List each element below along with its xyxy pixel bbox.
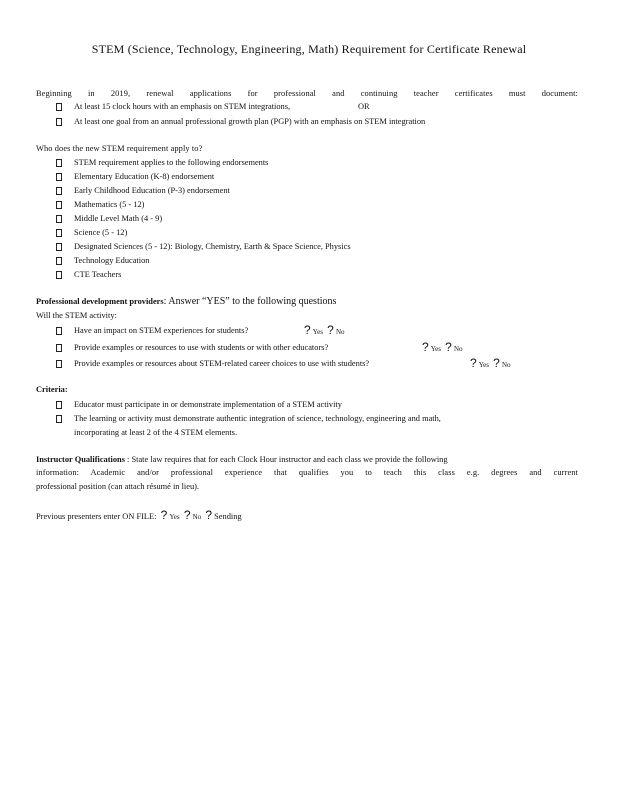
checkbox-icon <box>56 201 62 209</box>
checkbox-icon <box>56 401 62 409</box>
checkbox-icon <box>56 360 62 368</box>
instructor-heading: Instructor Qualifications <box>36 455 125 464</box>
yes-label: Yes <box>430 345 441 353</box>
no-checkbox-icon[interactable]: ? <box>183 508 191 522</box>
who-item: CTE Teachers <box>74 270 122 279</box>
checkbox-icon <box>56 243 62 251</box>
criteria-item: The learning or activity must demonstrate authentic integration of science, technology, engineering and math, <box>74 414 441 423</box>
question-text: Have an impact on STEM experiences for students? <box>74 326 249 335</box>
presenters-label: Previous presenters enter ON FILE: <box>36 512 157 521</box>
no-label: No <box>192 513 202 521</box>
criteria-item-continuation: incorporating at least 2 of the 4 STEM elements. <box>74 428 238 437</box>
no-checkbox-icon[interactable]: ? <box>493 356 500 370</box>
yes-no-answer <box>422 340 463 354</box>
checkbox-icon <box>56 271 62 279</box>
checkbox-icon <box>56 187 62 195</box>
checkbox-icon <box>56 118 62 126</box>
yes-label: Yes <box>169 513 180 521</box>
no-label: No <box>501 361 511 369</box>
checkbox-icon <box>56 159 62 167</box>
criteria-heading: Criteria: <box>36 385 68 394</box>
instructor-text-2: information: Academic and/or professional experience that qualifies you to teach this class e.g. degrees and current <box>36 468 578 477</box>
checkbox-icon <box>56 173 62 181</box>
who-item: STEM requirement applies to the following endorsements <box>74 158 269 167</box>
intro-option-1: At least 15 clock hours with an emphasis on STEM integrations, <box>74 102 291 111</box>
presenters-row <box>36 508 242 522</box>
question-text: Provide examples or resources about STEM-related career choices to use with students? <box>74 359 370 368</box>
sending-label: Sending <box>214 512 242 521</box>
or-label: OR <box>358 102 370 111</box>
checkbox-icon <box>56 257 62 265</box>
instructor-text-1: : State law requires that for each Clock Hour instructor and each class we provide the following <box>127 455 448 464</box>
criteria-item: Educator must participate in or demonstrate implementation of a STEM activity <box>74 400 342 409</box>
instructor-line <box>36 455 580 464</box>
no-label: No <box>453 345 463 353</box>
yes-label: Yes <box>478 361 489 369</box>
who-item: Science (5 - 12) <box>74 228 128 237</box>
sending-checkbox-icon[interactable]: ? <box>205 508 213 522</box>
intro-text: Beginning in 2019, renewal applications for professional and continuing teacher certificates must document: <box>36 89 578 98</box>
checkbox-icon <box>56 344 62 352</box>
yes-checkbox-icon[interactable]: ? <box>160 508 168 522</box>
no-checkbox-icon[interactable]: ? <box>327 323 334 337</box>
no-label: No <box>335 328 345 336</box>
providers-subhead: Will the STEM activity: <box>36 311 117 320</box>
who-item: Mathematics (5 - 12) <box>74 200 145 209</box>
instructor-text-3: professional position (can attach résumé in lieu). <box>36 482 200 491</box>
providers-heading <box>36 296 336 307</box>
intro-option-2: At least one goal from an annual professional growth plan (PGP) with an emphasis on STEM integration <box>74 117 426 126</box>
who-item: Technology Education <box>74 256 150 265</box>
who-item: Early Childhood Education (P-3) endorsement <box>74 186 230 195</box>
yes-label: Yes <box>312 328 323 336</box>
checkbox-icon <box>56 415 62 423</box>
yes-checkbox-icon[interactable]: ? <box>470 356 477 370</box>
checkbox-icon <box>56 215 62 223</box>
yes-no-answer <box>304 323 345 337</box>
yes-checkbox-icon[interactable]: ? <box>422 340 429 354</box>
who-item: Designated Sciences (5 - 12): Biology, Chemistry, Earth & Space Science, Physics <box>74 242 351 251</box>
providers-heading-rest: : Answer “YES” to the following questions <box>163 296 337 307</box>
yes-checkbox-icon[interactable]: ? <box>304 323 311 337</box>
who-item: Middle Level Math (4 - 9) <box>74 214 163 223</box>
page-title: STEM (Science, Technology, Engineering, Math) Requirement for Certificate Renewal <box>91 42 527 56</box>
no-checkbox-icon[interactable]: ? <box>445 340 452 354</box>
checkbox-icon <box>56 103 62 111</box>
who-heading: Who does the new STEM requirement apply to? <box>36 144 203 153</box>
checkbox-icon <box>56 229 62 237</box>
providers-heading-bold: Professional development providers <box>36 297 164 306</box>
checkbox-icon <box>56 327 62 335</box>
who-item: Elementary Education (K-8) endorsement <box>74 172 215 181</box>
question-text: Provide examples or resources to use with students or with other educators? <box>74 343 329 352</box>
yes-no-answer <box>470 356 511 370</box>
